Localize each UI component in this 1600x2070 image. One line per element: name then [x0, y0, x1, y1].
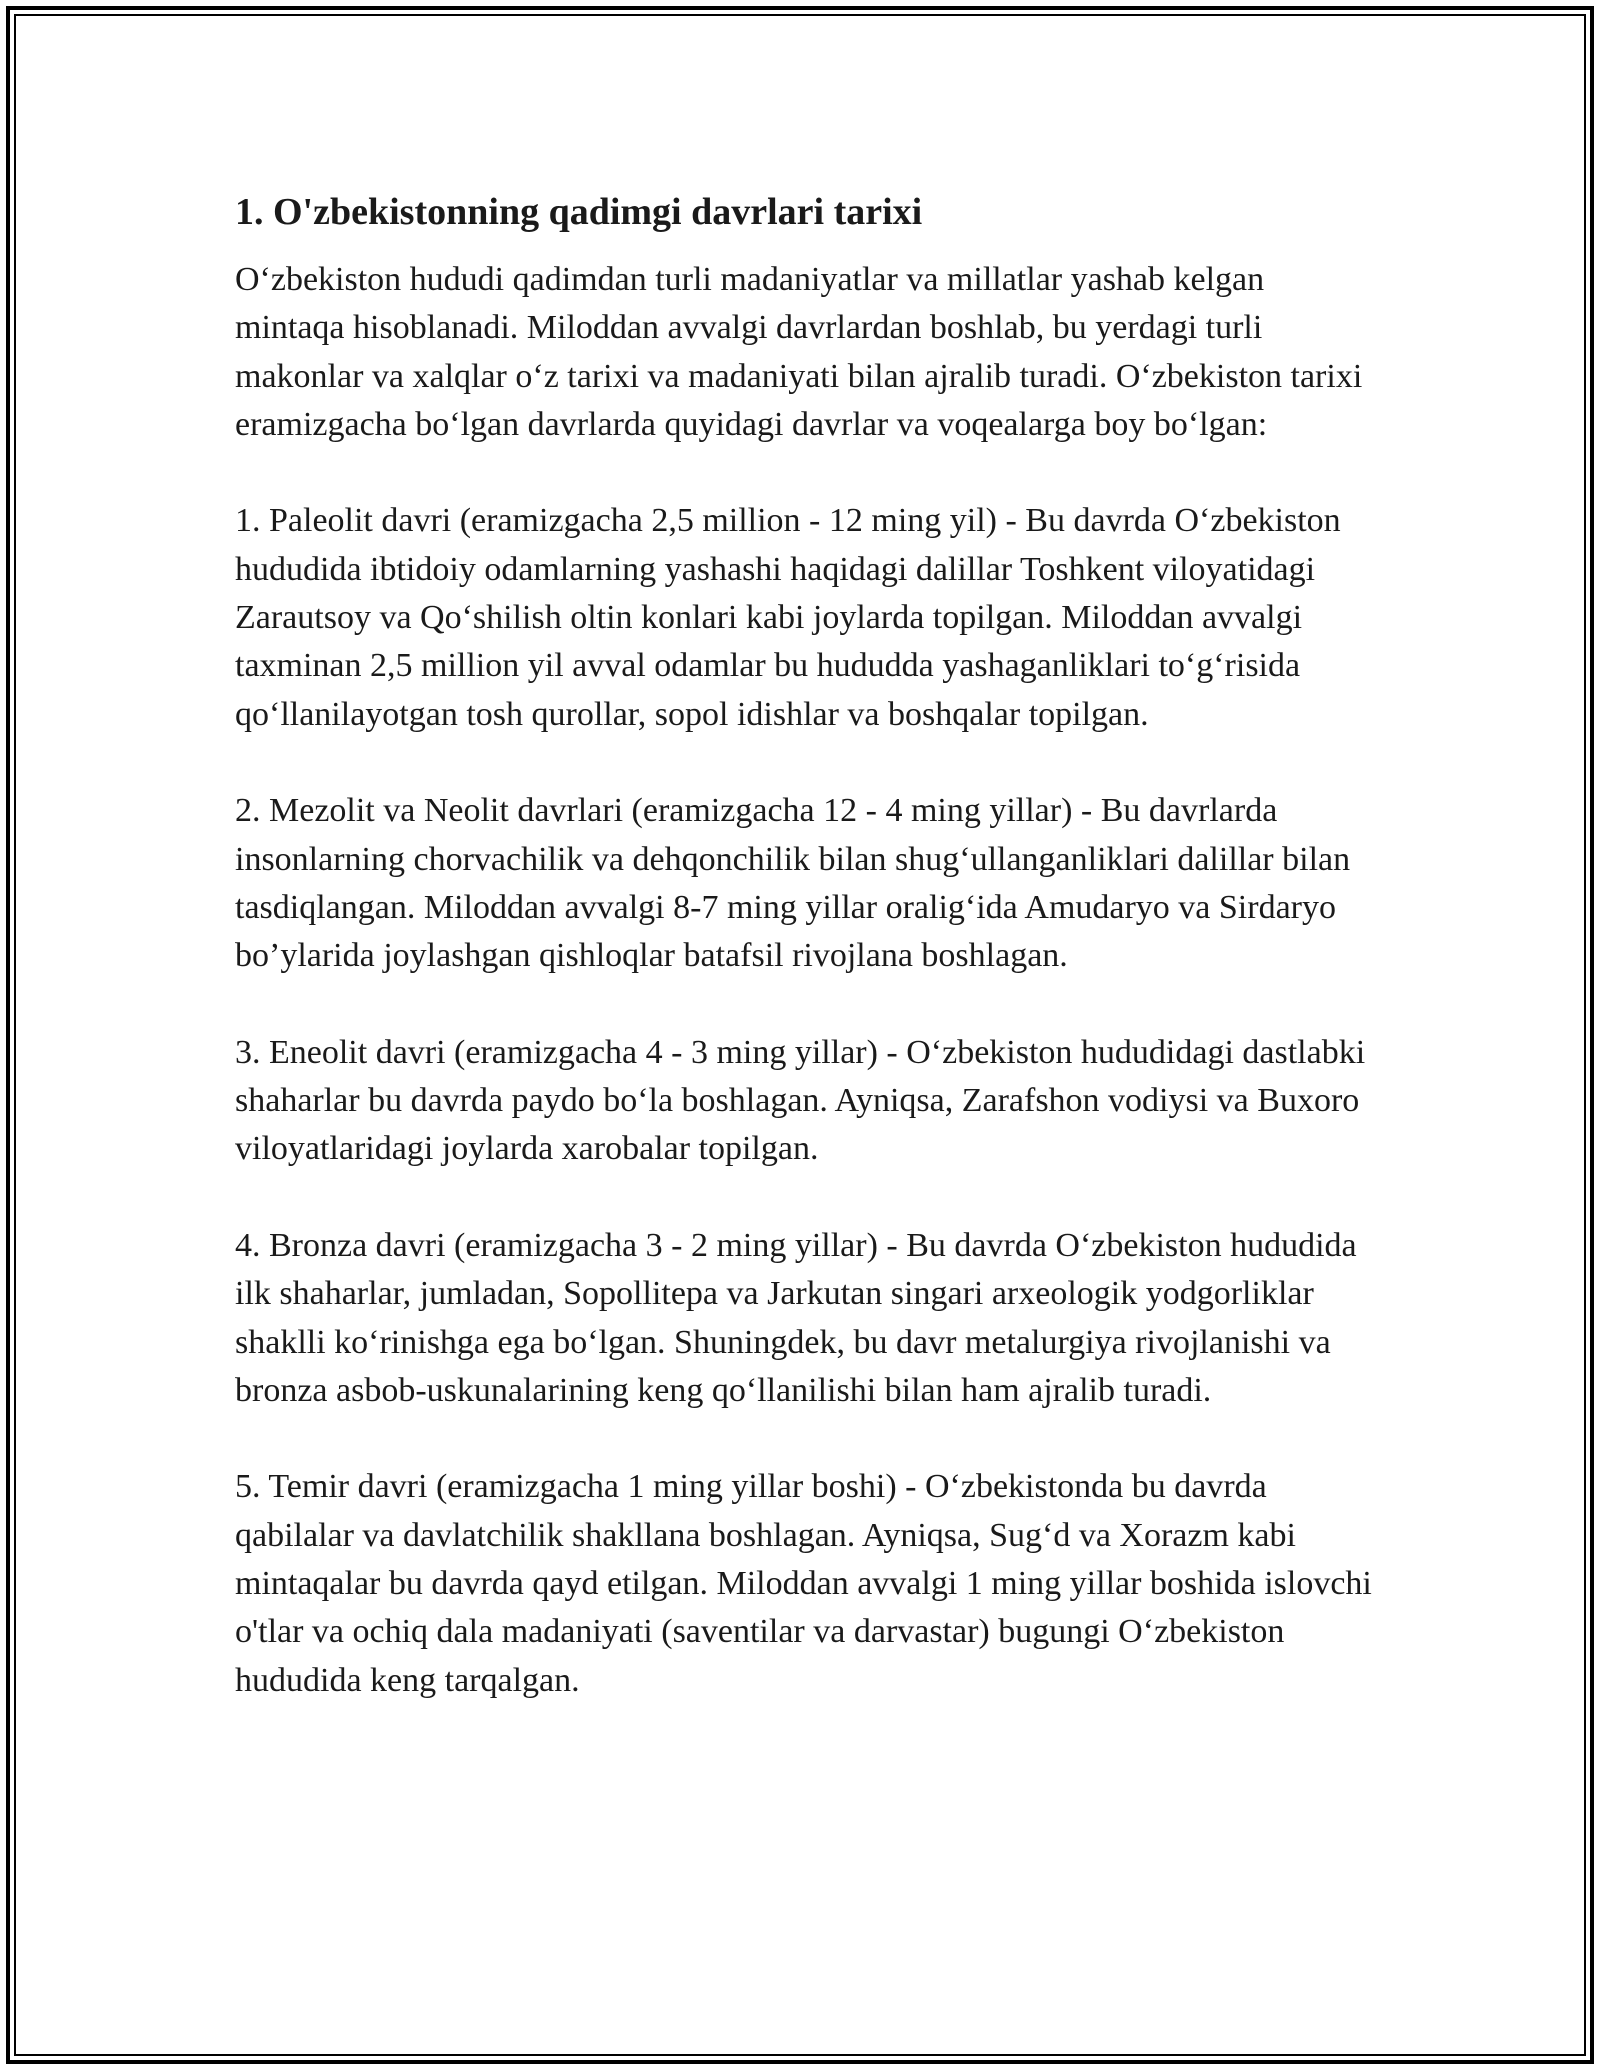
paragraph-temir: 5. Temir davri (eramizgacha 1 ming yillar boshi) - O‘zbekistonda bu davrda qabilalar va davlatchilik shakllana boshlagan. Ayniqsa, Sug‘d va Xorazm kabi mintaqalar bu davrda qayd etilgan. Miloddan avvalgi 1 ming yillar boshida islovchi o'tlar va ochiq dala madaniyati (saventilar va darvastar) bugungi O‘zbekiston hududida keng tarqalgan. [235, 1468, 1372, 1699]
intro-paragraph: O‘zbekiston hududi qadimdan turli madaniyatlar va millatlar yashab kelgan mintaqa hisoblanadi. Miloddan avvalgi davrlardan boshlab, bu yerdagi turli makonlar va xalqlar o‘z tarixi va madaniyati bilan ajralib turadi. O‘zbekiston tarixi eramizgacha bo‘lgan davrlarda quyidagi davrlar va voqealarga boy bo‘lgan: [235, 261, 1363, 443]
paragraph-paleolit: 1. Paleolit davri (eramizgacha 2,5 million - 12 ming yil) - Bu davrda O‘zbekiston hududida ibtidoiy odamlarning yashashi haqidagi dalillar Toshkent viloyatidagi Zarautsoy va Qo‘shilish oltin konlari kabi joylarda topilgan. Miloddan avvalgi taxminan 2,5 million yil avval odamlar bu hududda yashaganliklari to‘g‘risida qo‘llanilayotgan tosh qurollar, sopol idishlar va boshqalar topilgan. [235, 502, 1341, 733]
paragraph-bronza: 4. Bronza davri (eramizgacha 3 - 2 ming yillar) - Bu davrda O‘zbekiston hududida ilk shaharlar, jumladan, Sopollitepa va Jarkutan singari arxeologik yodgorliklar shaklli ko‘rinishga ega bo‘lgan. Shuningdek, bu davr metalurgiya rivojlanishi va bronza asbob-uskunalarining keng qo‘llanilishi bilan ham ajralib turadi. [235, 1226, 1357, 1409]
page-title: 1. O'zbekistonning qadimgi davrlari tarixi [235, 191, 923, 233]
paragraph-eneolit: 3. Eneolit davri (eramizgacha 4 - 3 ming yillar) - O‘zbekiston hududidagi dastlabki shaharlar bu davrda paydo bo‘la boshlagan. Ayniqsa, Zarafshon vodiysi va Buxoro viloyatlaridagi joylarda xarobalar topilgan. [235, 1033, 1366, 1168]
document-body [235, 188, 1375, 1705]
paragraph-mezolit-neolit: 2. Mezolit va Neolit davrlari (eramizgacha 12 - 4 ming yillar) - Bu davrlarda insonlarning chorvachilik va dehqonchilik bilan shug‘ullanganliklari dalillar bilan tasdiqlangan. Miloddan avvalgi 8-7 ming yillar oralig‘ida Amudaryo va Sirdaryo bo’ylarida joylashgan qishloqlar batafsil rivojlana boshlagan. [235, 792, 1351, 975]
